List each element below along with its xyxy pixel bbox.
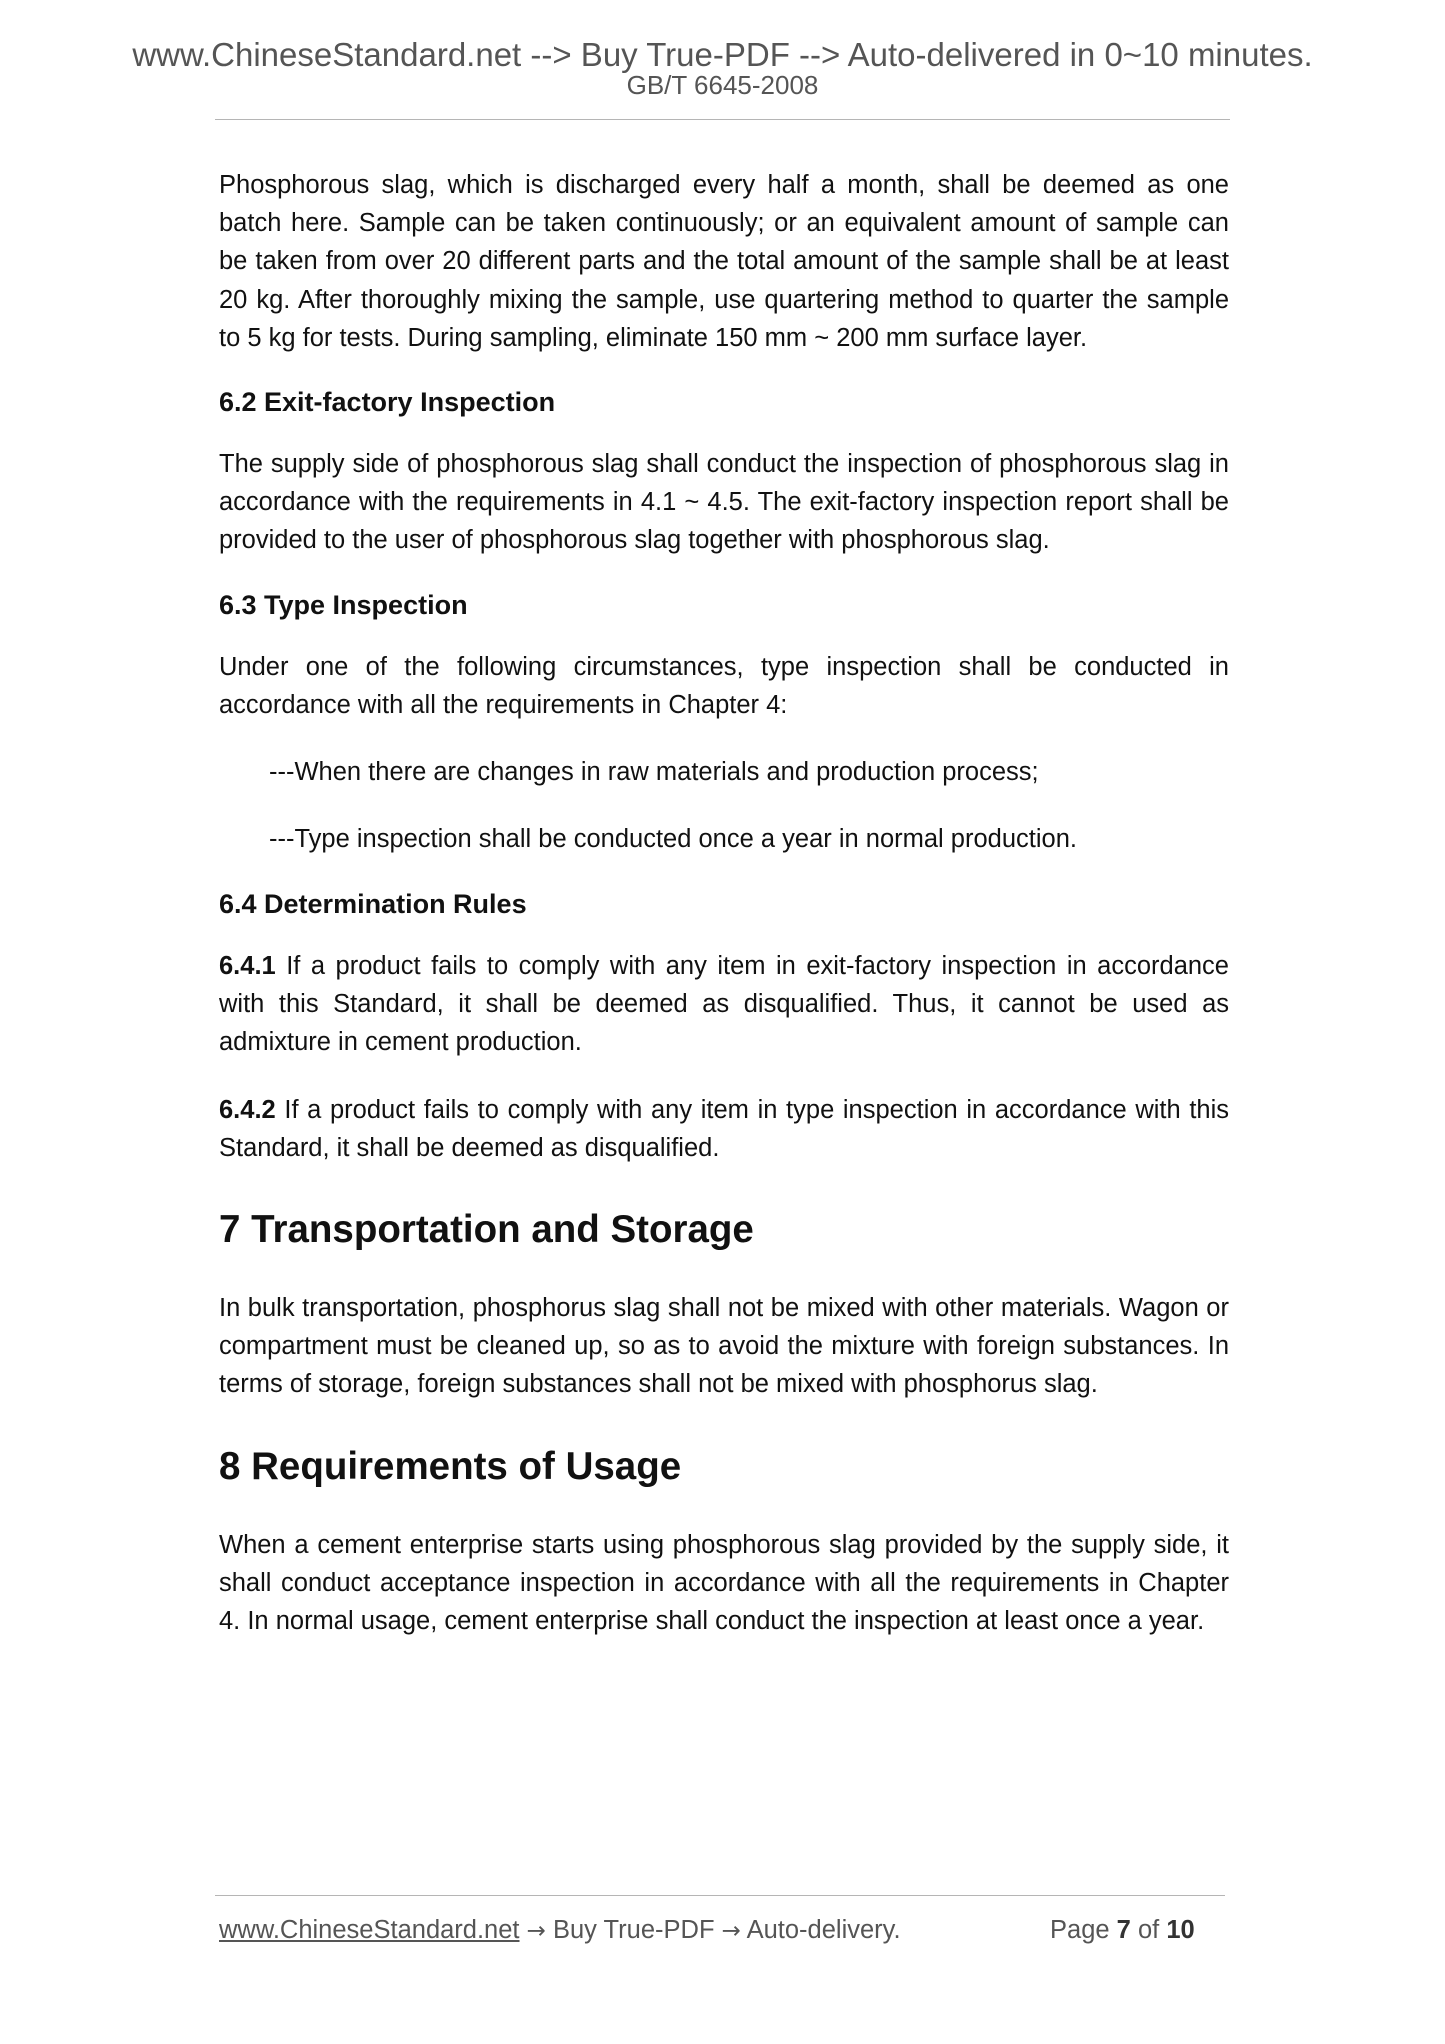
section-6-4-heading: 6.4 Determination Rules [219, 889, 527, 920]
rule-6-4-2 [219, 1091, 1229, 1167]
page-word: Page [1050, 1916, 1110, 1944]
section-8-heading: 8 Requirements of Usage [219, 1444, 682, 1488]
page-indicator [1050, 1916, 1195, 1945]
section-6-2-heading: 6.2 Exit-factory Inspection [219, 387, 556, 418]
section-7-text: In bulk transportation, phosphorus slag shall not be mixed with other materials. Wagon or compartment must be cleaned up, so as to avoid the mixture with foreign substances. In terms of storage, foreign substances shall not be mixed with phosphorus slag. [219, 1294, 1229, 1399]
section-6-3-text: Under one of the following circumstances, type inspection shall be conducted in accordance with all the requirements in Chapter 4: [219, 652, 1229, 719]
arrow-right-icon: → [526, 1918, 546, 1944]
of-word: of [1137, 1916, 1160, 1944]
page-number: 7 [1116, 1916, 1131, 1944]
section-8-text: When a cement enterprise starts using phosphorous slag provided by the supply side, it shall conduct acceptance inspection in accordance with all the requirements in Chapter 4. In normal usage, cement enterprise shall conduct the inspection at least once a year. [219, 1530, 1229, 1636]
rule-6-4-1 [219, 947, 1229, 1062]
footer-site-link[interactable]: www.ChineseStandard.net [219, 1916, 520, 1944]
arrow-right-icon: → [721, 1918, 741, 1944]
footer-buy-text: Buy True-PDF [552, 1916, 715, 1944]
rule-text: If a product fails to comply with any item in type inspection in accordance with this Standard, it shall be deemed as disqualified. [219, 1095, 1229, 1162]
page-total: 10 [1166, 1916, 1195, 1944]
list-item: ---When there are changes in raw materials and production process; [269, 758, 1039, 787]
document-code: GB/T 6645-2008 [626, 70, 819, 100]
rule-number: 6.4.1 [219, 952, 276, 981]
section-7-heading: 7 Transportation and Storage [219, 1208, 754, 1252]
intro-paragraph: Phosphorous slag, which is discharged every half a month, shall be deemed as one batch here. Sample can be taken continuously; or an equivalent amount of sample can be taken from over 20 different parts and the total amount of the sample shall be at least 20 kg. After thoroughly mixing the sample, use quartering method to quarter the sample to 5 kg for tests. During sampling, eliminate 150 mm ~ 200 mm surface layer. [219, 171, 1229, 352]
section-6-3-heading: 6.3 Type Inspection [219, 589, 468, 620]
rule-number: 6.4.2 [219, 1095, 276, 1124]
rule-text: If a product fails to comply with any item in exit-factory inspection in accordance with this Standard, it shall be deemed as disqualified. Thus, it cannot be used as admixture in cement production. [219, 952, 1229, 1057]
header-banner: www.ChineseStandard.net --> Buy True-PDF --> Auto-delivered in 0~10 minutes. [132, 36, 1313, 73]
list-item: ---Type inspection shall be conducted once a year in normal production. [269, 825, 1077, 854]
section-6-2-text: The supply side of phosphorous slag shall conduct the inspection of phosphorous slag in accordance with the requirements in 4.1 ~ 4.5. The exit-factory inspection report shall be provided to the user of phosphorous slag together with phosphorous slag. [219, 450, 1229, 555]
footer-delivery-text: Auto-delivery. [746, 1916, 901, 1944]
header-divider [215, 119, 1230, 120]
footer-promo [219, 1916, 901, 1945]
page-content [219, 166, 1229, 1640]
footer-divider [215, 1895, 1225, 1896]
